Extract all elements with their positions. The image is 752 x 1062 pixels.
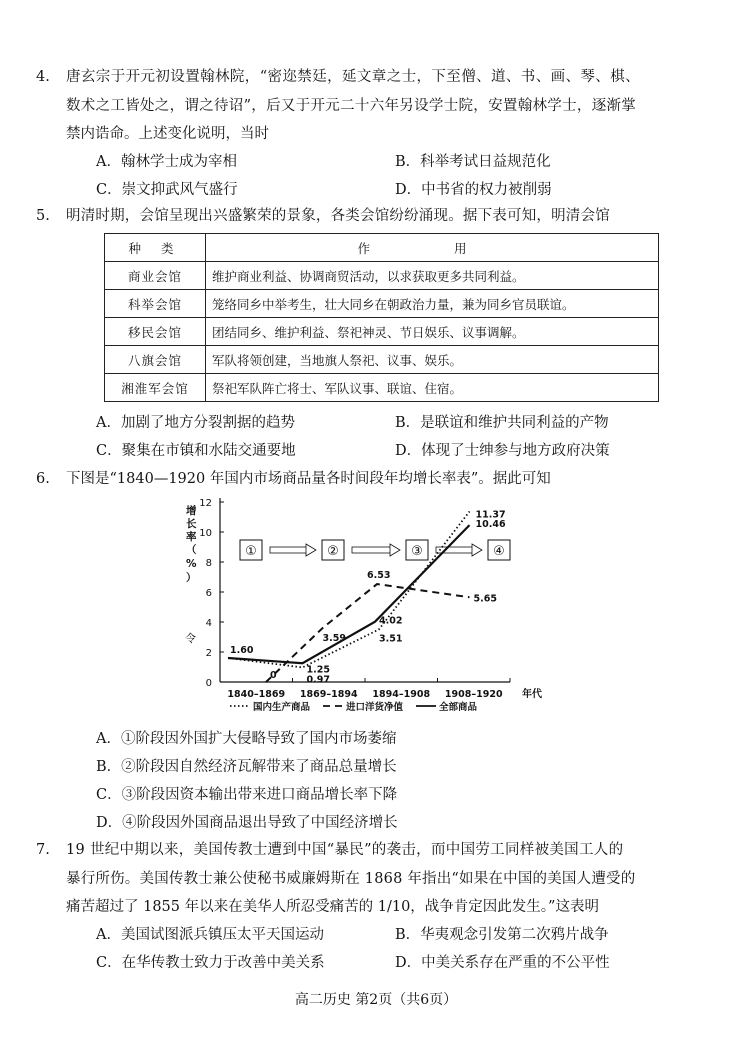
stage-label: ① xyxy=(245,544,257,559)
side-note: 令 xyxy=(185,632,196,645)
guild-hall-table xyxy=(104,233,659,402)
question-number: 7. xyxy=(36,842,50,858)
stage-label: ④ xyxy=(493,544,505,559)
table-cell-type: 商业会馆 xyxy=(105,262,206,290)
question-line: 禁内诰命。上述变化说明，当时 xyxy=(66,126,269,142)
option-b: B．②阶段因自然经济瓦解带来了商品总量增长 xyxy=(96,759,397,775)
table-cell-type: 移民会馆 xyxy=(105,318,206,346)
y-tick-label: 4 xyxy=(205,618,212,629)
question-line: 痛苦超过了 1855 年以来在美华人所忍受痛苦的 1/10，战争肯定因此发生。”这表明 xyxy=(66,899,599,915)
y-axis-label-char: 率 xyxy=(186,531,197,543)
y-axis-label-char: 长 xyxy=(186,518,197,530)
question-number: 4. xyxy=(36,69,50,85)
stage-arrow-head xyxy=(472,544,482,556)
growth-rate-chart xyxy=(180,494,570,722)
stage-boxes xyxy=(240,540,510,560)
option-d: D．中美关系存在严重的不公平性 xyxy=(395,955,610,971)
table-row xyxy=(105,374,659,402)
page-footer: 高二历史 第2页（共6页） xyxy=(294,992,458,1008)
table-cell-function: 团结同乡、维护利益、祭祀神灵、节日娱乐、议事调解。 xyxy=(206,318,659,346)
x-tick-label: 1869–1894 xyxy=(299,689,358,700)
option-c: C．崇文抑武风气盛行 xyxy=(96,182,238,198)
x-tick-label: 1840–1869 xyxy=(227,689,286,700)
table-cell-function: 笼络同乡中举考生，壮大同乡在朝政治力量，兼为同乡官员联谊。 xyxy=(206,290,659,318)
data-labels xyxy=(230,509,506,685)
question-line: 19 世纪中期以来，美国传教士遭到中国“暴民”的袭击，而中国劳工同样被美国工人的 xyxy=(66,842,624,858)
series-lines xyxy=(228,511,470,682)
data-label: 6.53 xyxy=(367,570,391,582)
table-header-row xyxy=(105,234,659,262)
option-a: A．翰林学士成为宰相 xyxy=(96,154,237,170)
stage-arrow-head xyxy=(306,544,316,556)
y-axis-label-char: % xyxy=(186,558,197,570)
table-cell-type: 八旗会馆 xyxy=(105,346,206,374)
x-tick-label: 1908–1920 xyxy=(444,689,503,700)
y-tick-label: 8 xyxy=(205,558,212,569)
legend-label: 国内生产商品 xyxy=(253,702,311,713)
chart-legend xyxy=(230,701,478,713)
question-number: 5. xyxy=(36,208,50,224)
y-tick-label: 0 xyxy=(205,678,212,689)
data-label: 1.25 xyxy=(306,664,330,676)
stage-label: ③ xyxy=(411,544,423,559)
series-line-dotted xyxy=(228,511,470,667)
question-number: 6. xyxy=(36,471,50,487)
stage-label: ② xyxy=(327,544,339,559)
legend-label: 进口洋货净值 xyxy=(346,702,404,713)
option-d: D．体现了士绅参与地方政府决策 xyxy=(395,443,610,459)
option-b: B．华夷观念引发第二次鸦片战争 xyxy=(395,927,609,943)
option-d: D．中书省的权力被削弱 xyxy=(395,182,552,198)
option-a: A．①阶段因外国扩大侵略导致了国内市场萎缩 xyxy=(96,731,397,747)
table-cell-function: 军队将领创建，当地旗人祭祀、议事、娱乐。 xyxy=(206,346,659,374)
table-row xyxy=(105,290,659,318)
y-axis-label xyxy=(185,504,197,645)
table-row xyxy=(105,262,659,290)
question-line: 数术之工皆处之，谓之待诏”，后又于开元二十六年另设学士院，安置翰林学士，逐渐掌 xyxy=(66,98,637,114)
option-c: C．③阶段因资本输出带来进口商品增长率下降 xyxy=(96,787,398,803)
option-a: A．美国试图派兵镇压太平天国运动 xyxy=(96,927,324,943)
series-line-solid xyxy=(228,525,470,663)
table-cell-function: 维护商业利益、协调商贸活动，以求获取更多共同利益。 xyxy=(206,262,659,290)
x-tick-label: 1894–1908 xyxy=(372,689,431,700)
table-header-function: 作 用 xyxy=(206,234,659,262)
stage-arrow-shaft xyxy=(352,547,392,553)
legend-label: 全部商品 xyxy=(439,702,478,713)
table-cell-type: 湘淮军会馆 xyxy=(105,374,206,402)
data-label: 5.65 xyxy=(473,593,497,605)
table-cell-type: 科举会馆 xyxy=(105,290,206,318)
option-d: D．④阶段因外国商品退出导致了中国经济增长 xyxy=(96,815,398,831)
data-label: 0.97 xyxy=(306,674,330,686)
table-row xyxy=(105,318,659,346)
data-label: 0 xyxy=(270,670,277,681)
y-tick-label: 6 xyxy=(205,588,212,599)
question-line: 明清时期，会馆呈现出兴盛繁荣的景象，各类会馆纷纷涌现。据下表可知，明清会馆 xyxy=(66,208,610,224)
table-header-type: 种 类 xyxy=(105,234,206,262)
data-label: 4.02 xyxy=(379,615,403,627)
data-label: 10.46 xyxy=(475,519,506,531)
option-b: B．科举考试日益规范化 xyxy=(395,154,551,170)
option-c: C．在华传教士致力于改善中美关系 xyxy=(96,955,325,971)
question-line: 暴行所伤。美国传教士兼公使秘书威廉姆斯在 1868 年指出“如果在中国的美国人遭受的 xyxy=(66,871,636,887)
data-label: 3.59 xyxy=(322,633,346,645)
option-a: A．加剧了地方分裂割据的趋势 xyxy=(96,415,295,431)
y-axis-label-char: ） xyxy=(186,572,197,584)
data-label: 11.37 xyxy=(475,509,506,521)
data-label: 3.51 xyxy=(379,633,403,645)
y-tick-label: 12 xyxy=(199,498,212,509)
y-axis-label-char: 增 xyxy=(186,505,197,517)
question-line: 下图是“1840—1920 年国内市场商品量各时间段年均增长率表”。据此可知 xyxy=(66,471,551,487)
x-axis-label: 年代 xyxy=(522,689,542,700)
y-tick-label: 10 xyxy=(199,528,212,539)
table-cell-function: 祭祀军队阵亡将士、军队议事、联谊、住宿。 xyxy=(206,374,659,402)
data-label: 1.60 xyxy=(230,645,254,656)
y-axis-label-char: （ xyxy=(186,544,197,556)
option-b: B．是联谊和维护共同利益的产物 xyxy=(395,415,609,431)
stage-arrow-head xyxy=(390,544,400,556)
table-row xyxy=(105,346,659,374)
option-c: C．聚集在市镇和水陆交通要地 xyxy=(96,443,296,459)
y-tick-label: 2 xyxy=(205,648,212,659)
stage-arrow-shaft xyxy=(270,547,308,553)
question-line: 唐玄宗于开元初设置翰林院，“密迩禁廷，延文章之士，下至僧、道、书、画、琴、棋、 xyxy=(66,69,641,85)
